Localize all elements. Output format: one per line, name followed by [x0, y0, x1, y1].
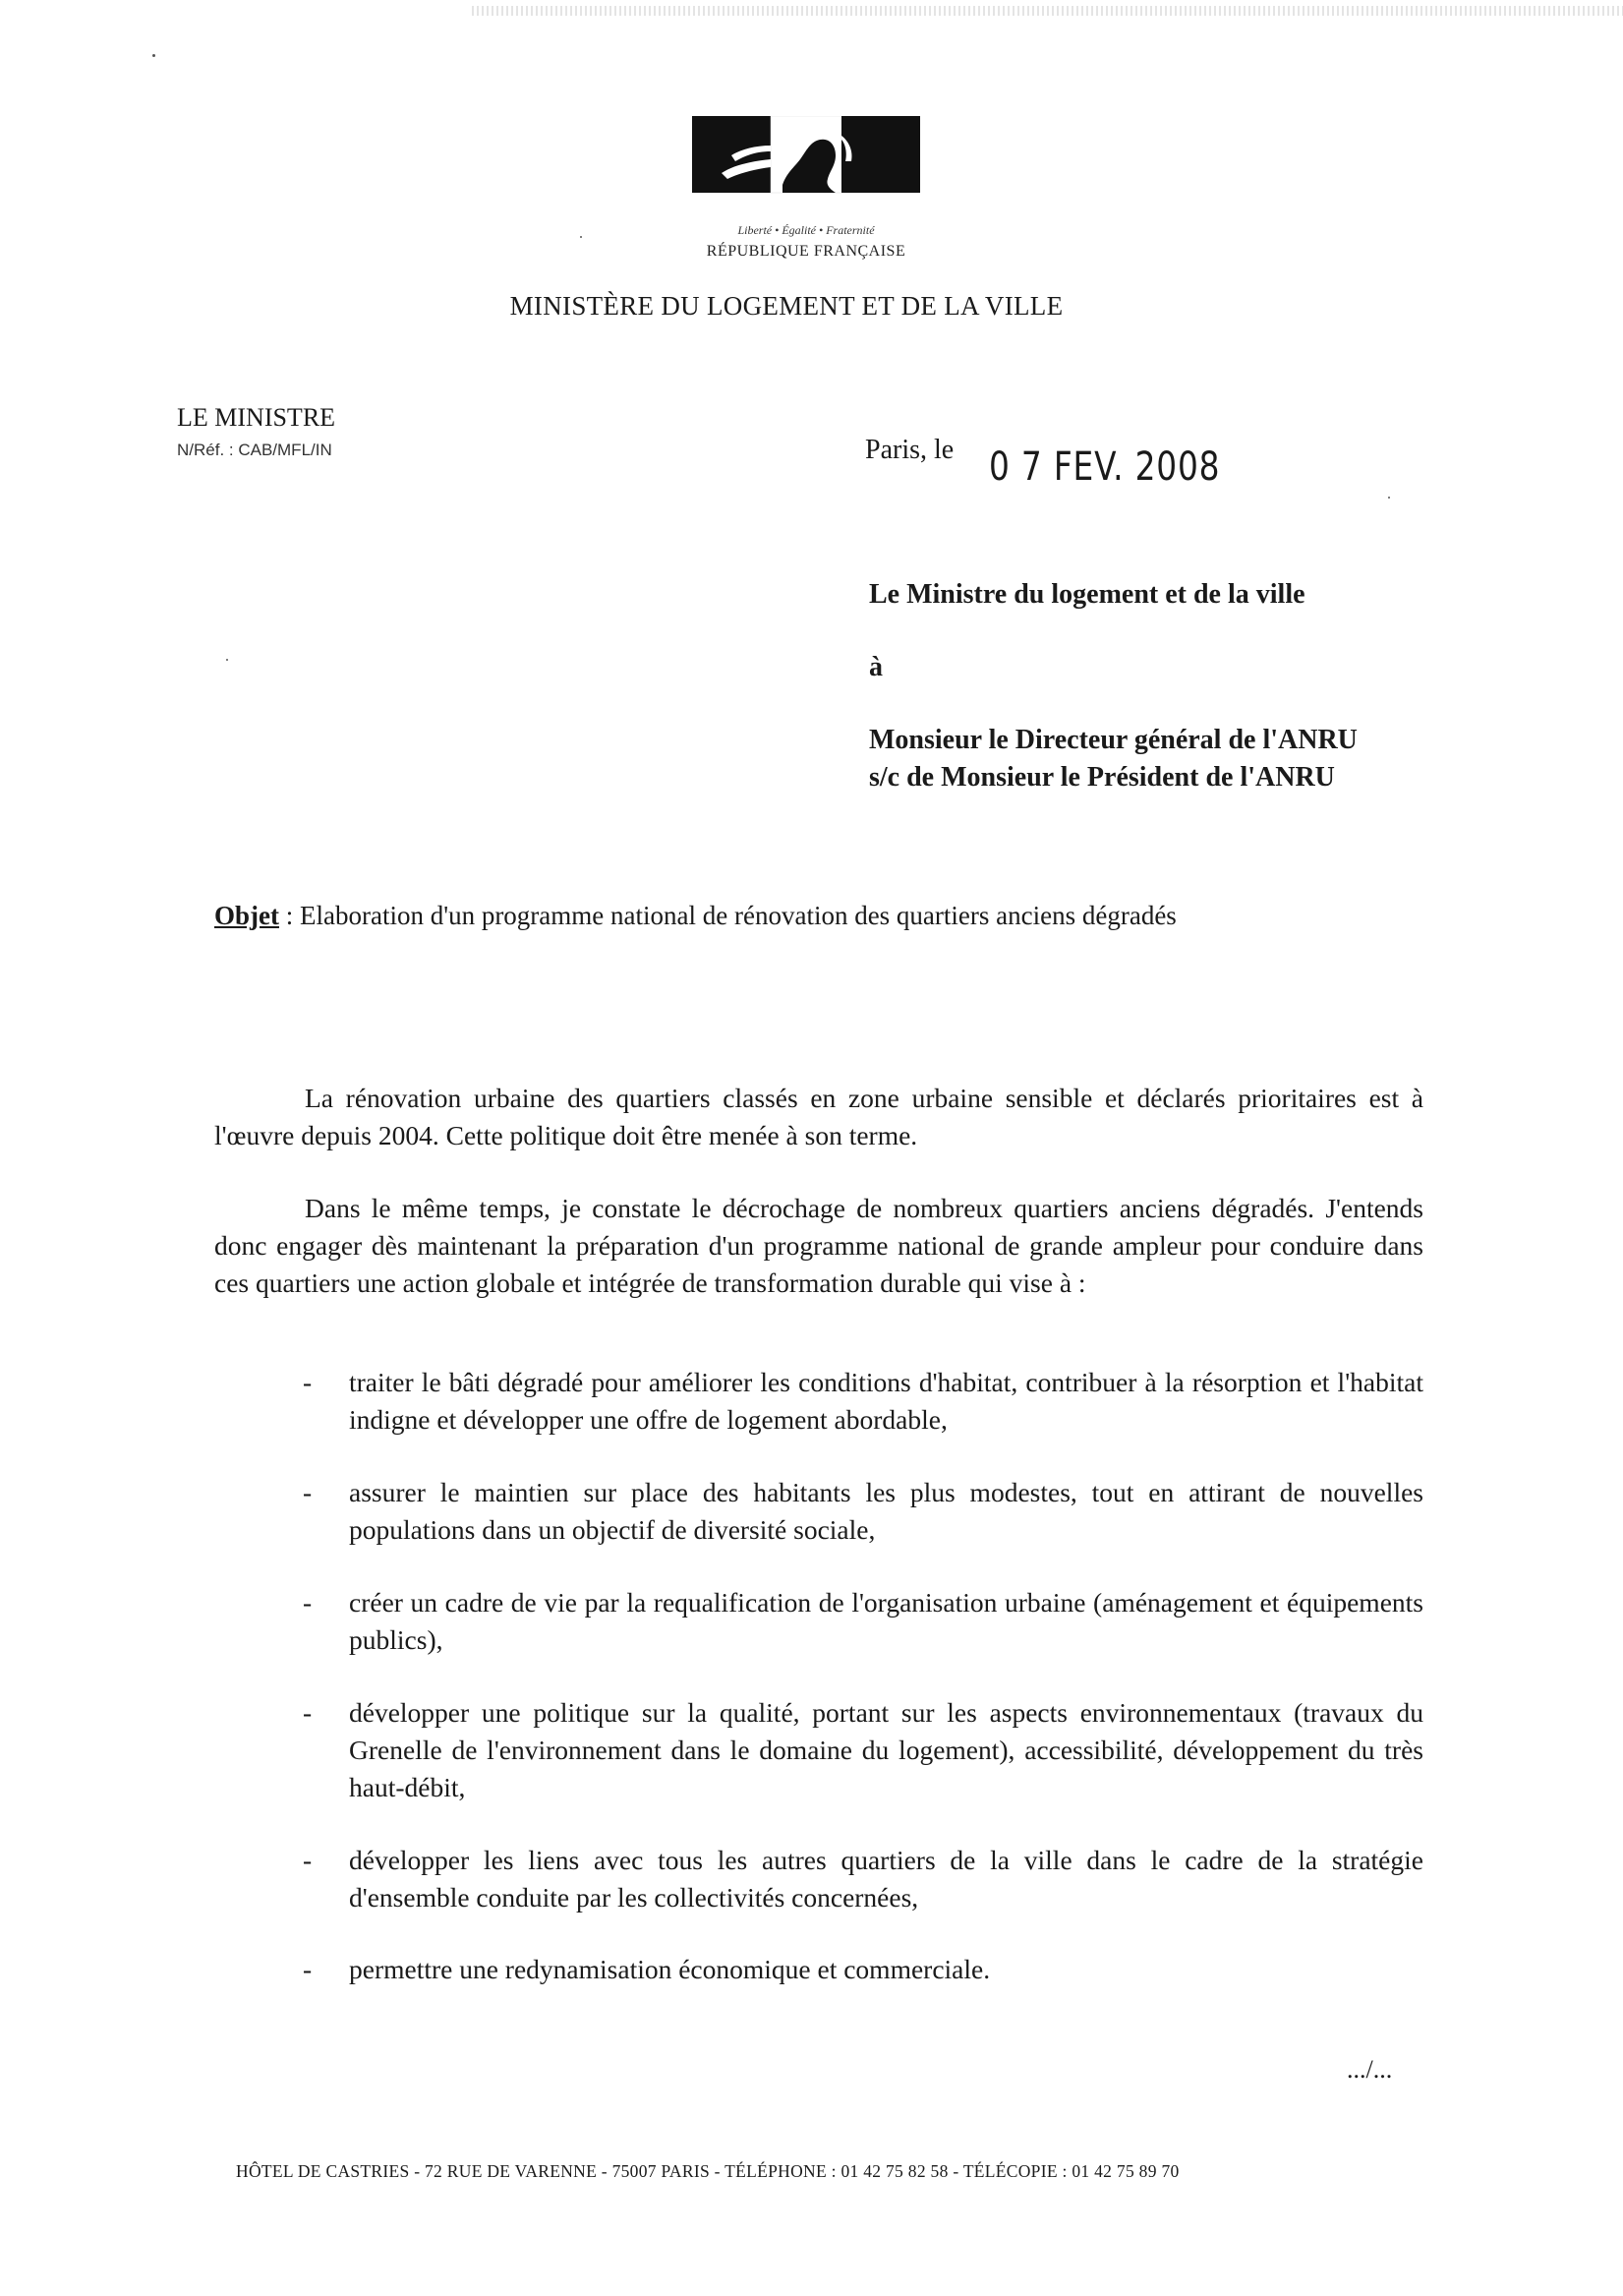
- scan-edge-noise: [472, 6, 1623, 16]
- scan-speck: [226, 659, 228, 661]
- address-to: à: [869, 652, 883, 682]
- sender-title: LE MINISTRE: [177, 403, 336, 432]
- bullet-dash: -: [303, 1697, 313, 1728]
- date-stamp: 0 7 FEV. 2008: [989, 444, 1221, 490]
- address-sender: Le Ministre du logement et de la ville: [869, 579, 1305, 610]
- list-item: [295, 1951, 1423, 1988]
- list-item: [295, 1474, 1423, 1549]
- footer-address: HÔTEL DE CASTRIES - 72 RUE DE VARENNE - 75007 PARIS - TÉLÉPHONE : 01 42 75 82 58 - TÉLÉCOPIE : 01 42 75 89 70: [236, 2161, 1180, 2181]
- subject-label: Objet: [214, 901, 279, 930]
- list-item-text: créer un cadre de vie par la requalification de l'organisation urbaine (aménagement et équipements publics),: [349, 1587, 1423, 1655]
- list-item: [295, 1694, 1423, 1806]
- bullet-dash: -: [303, 1587, 313, 1618]
- paragraph-text: Dans le même temps, je constate le décrochage de nombreux quartiers anciens dégradés. J'entends donc engager dès maintenant la préparation d'un programme national de grande ampleur pour conduire dans ces quartiers une action globale et intégrée de transformation durable qui vise à :: [214, 1193, 1423, 1298]
- marianne-logo-icon: [692, 116, 920, 218]
- list-item-text: permettre une redynamisation économique et commerciale.: [349, 1954, 991, 1984]
- ministry-title: MINISTÈRE DU LOGEMENT ET DE LA VILLE: [509, 291, 1064, 321]
- list-item-text: développer une politique sur la qualité, portant sur les aspects environnementaux (travaux du Grenelle de l'environnement dans le domaine du logement), accessibilité, développement du très haut-débit,: [349, 1697, 1423, 1802]
- subject-text: Elaboration d'un programme national de rénovation des quartiers anciens dégradés: [300, 901, 1177, 930]
- scan-speck: [152, 54, 155, 57]
- subject-line: [214, 901, 1177, 931]
- bullet-dash: -: [303, 1477, 313, 1507]
- list-item-text: traiter le bâti dégradé pour améliorer les conditions d'habitat, contribuer à la résorption et l'habitat indigne et développer une offre de logement abordable,: [349, 1367, 1423, 1435]
- reference-number: N/Réf. : CAB/MFL/IN: [177, 441, 332, 459]
- republic-logo-block: [668, 110, 963, 258]
- list-item: [295, 1584, 1423, 1659]
- body-paragraph: [214, 1080, 1423, 1154]
- continuation-mark: .../...: [1347, 2055, 1393, 2084]
- paragraph-text: La rénovation urbaine des quartiers classés en zone urbaine sensible et déclarés prioritaires est à l'œuvre depuis 2004. Cette politique doit être menée à son terme.: [214, 1083, 1423, 1150]
- list-item: [295, 1364, 1423, 1439]
- bullet-dash: -: [303, 1845, 313, 1875]
- bullet-dash: -: [303, 1367, 313, 1397]
- subject-separator: :: [278, 901, 300, 930]
- place-label: Paris, le: [865, 435, 955, 465]
- list-item-text: assurer le maintien sur place des habitants les plus modestes, tout en attirant de nouvelles populations dans un objectif de diversité sociale,: [349, 1477, 1423, 1545]
- scan-speck: [580, 236, 582, 238]
- republic-motto: Liberté • Égalité • Fraternité: [737, 223, 875, 237]
- list-item-text: développer les liens avec tous les autres quartiers de la ville dans le cadre de la stratégie d'ensemble conduite par les collectivités concernées,: [349, 1845, 1423, 1913]
- address-recipient-line2: s/c de Monsieur le Président de l'ANRU: [869, 762, 1335, 793]
- bullet-dash: -: [303, 1954, 313, 1984]
- address-recipient-line1: Monsieur le Directeur général de l'ANRU: [869, 725, 1358, 755]
- republic-name: RÉPUBLIQUE FRANÇAISE: [706, 243, 906, 260]
- body-paragraph: [214, 1190, 1423, 1302]
- list-item: [295, 1842, 1423, 1916]
- scan-speck: [1388, 497, 1390, 499]
